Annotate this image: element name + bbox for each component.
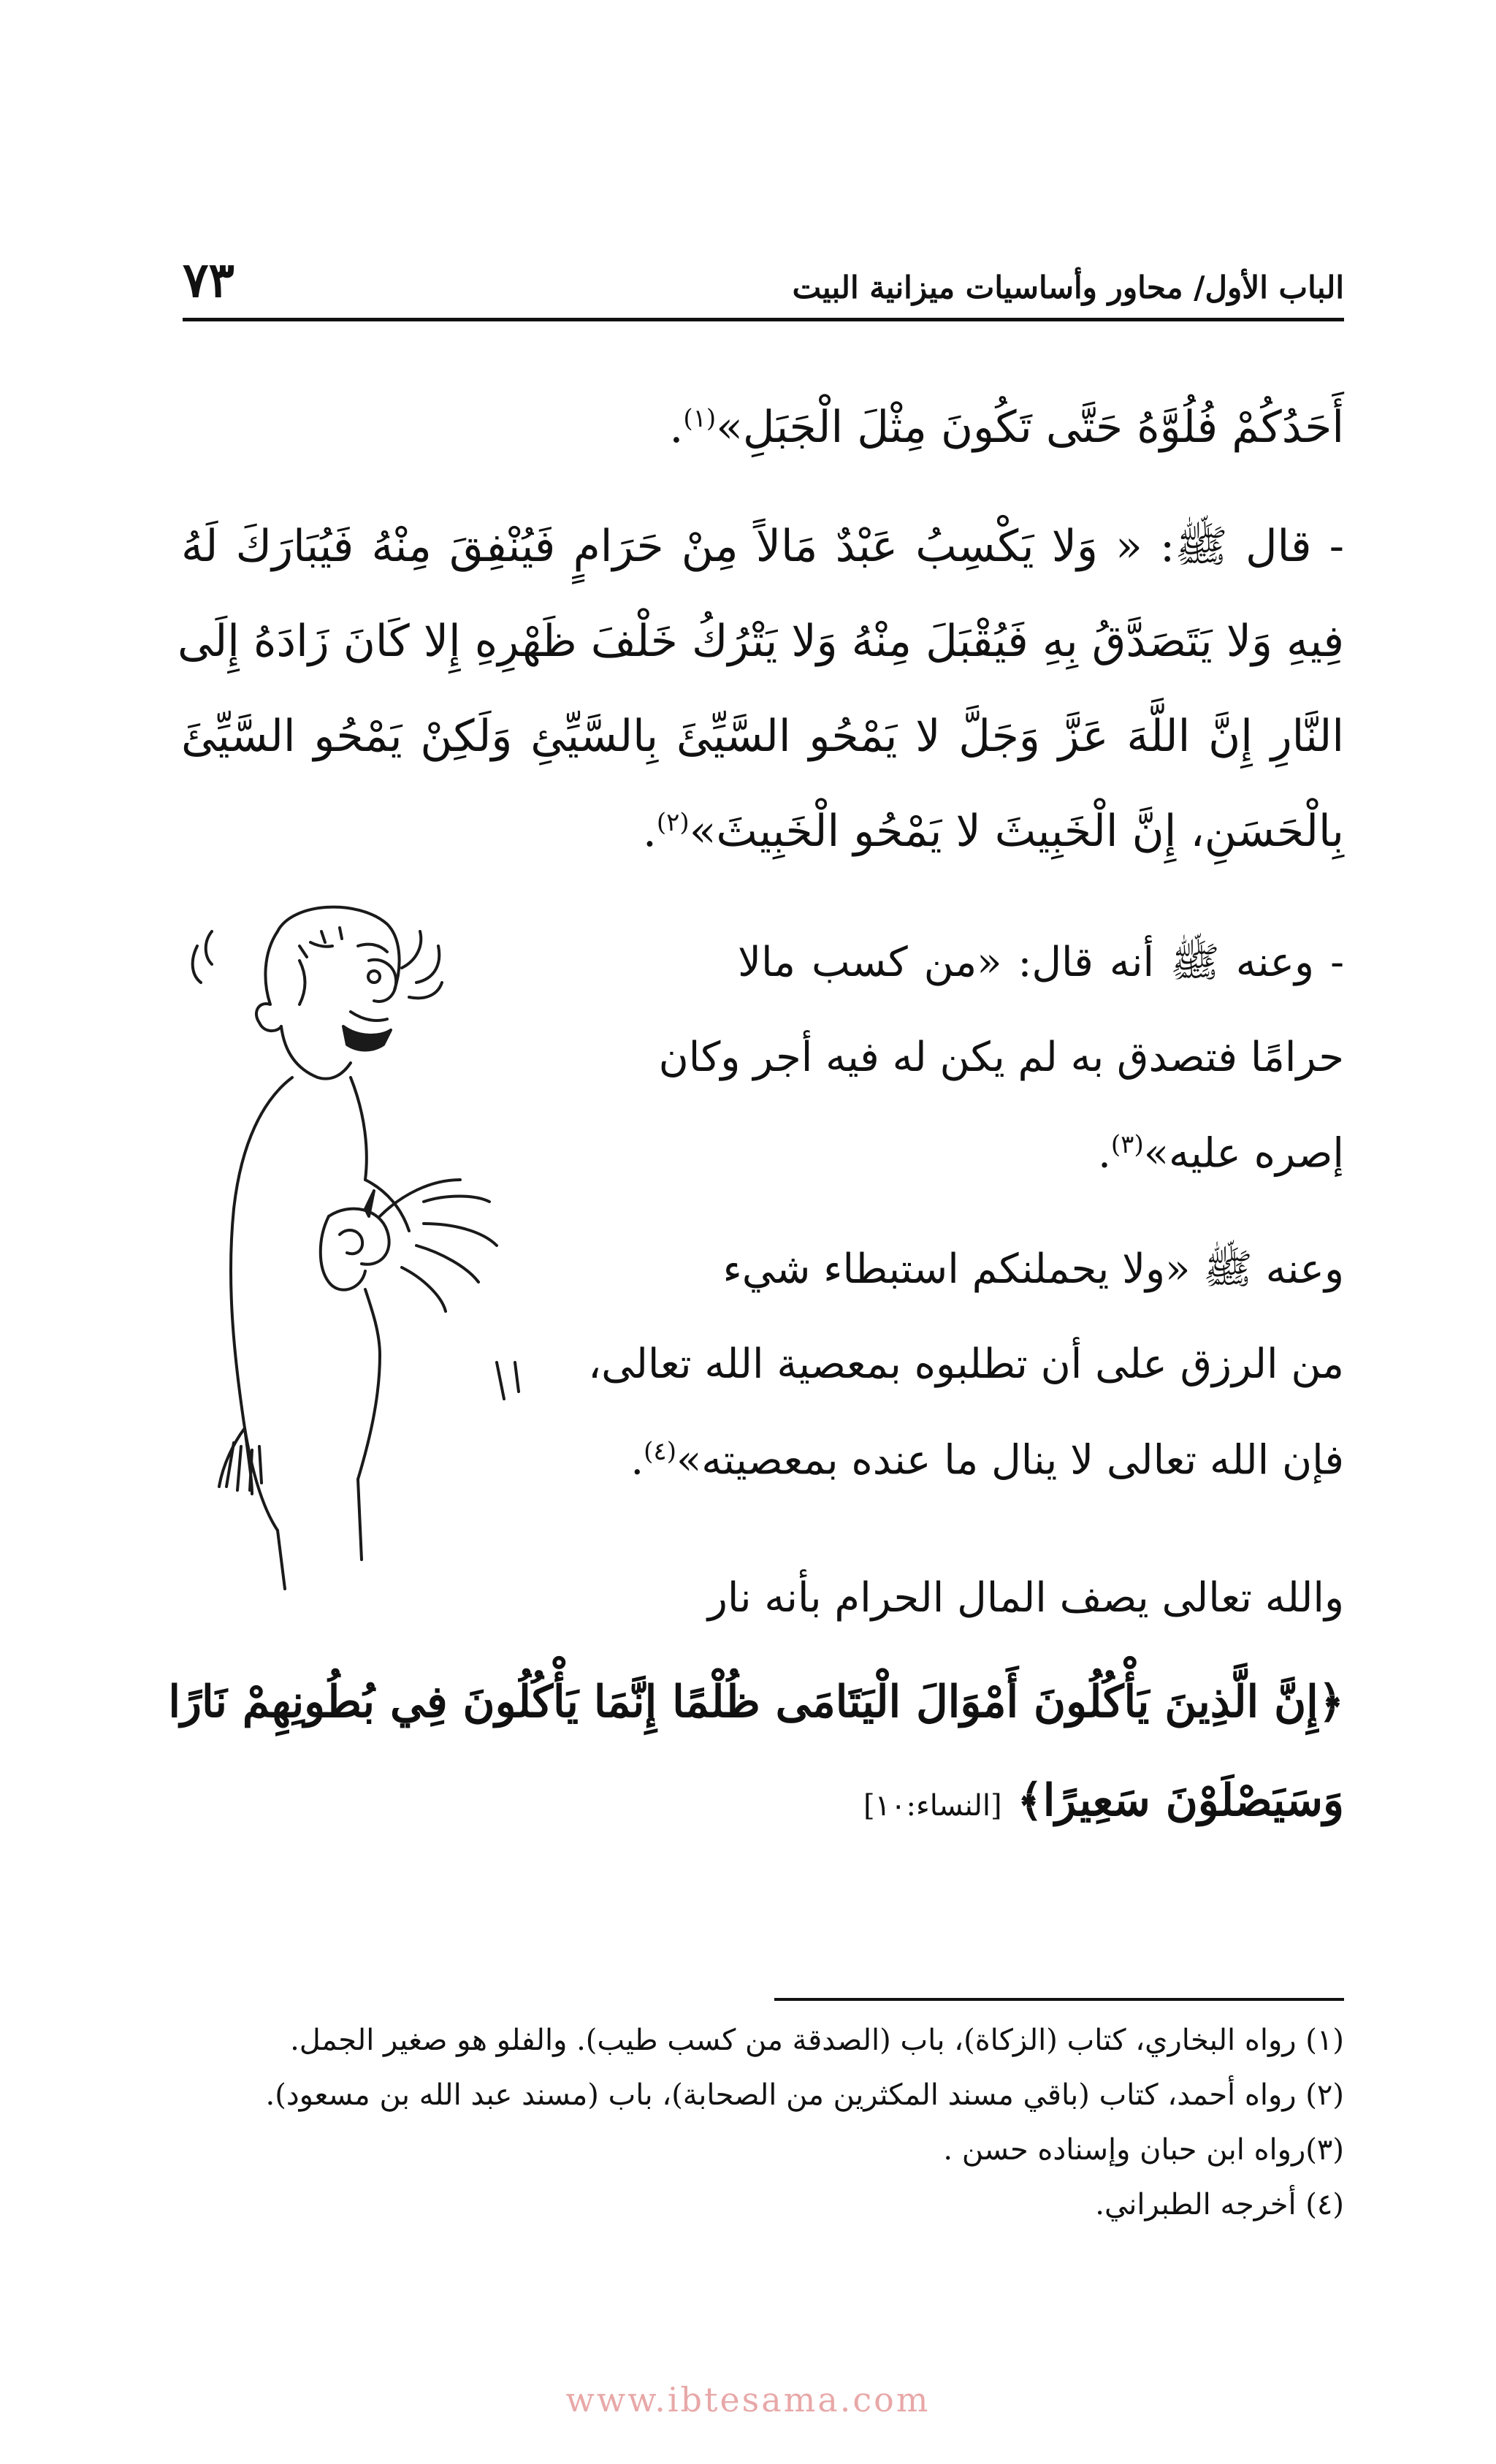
footnote-ref: (١) (683, 404, 717, 433)
body-line-9: وعنه ﷺ «ولا يحملنكم استبطاء شيء (722, 1246, 1344, 1293)
body-line-12: والله تعالى يصف المال الحرام بأنه نار (707, 1574, 1344, 1622)
footnote-rule (774, 1998, 1344, 2001)
header-rule (183, 318, 1344, 321)
footnote-1: (١) رواه البخاري، كتاب (الزكاة)، باب (الصدقة من كسب طيب). والفلو هو صغير الجمل. (290, 2024, 1344, 2057)
footnote-2: (٢) رواه أحمد، كتاب (باقي مسند المكثرين من الصحابة)، باب (مسند عبد الله بن مسعود). (265, 2078, 1344, 2112)
body-line-7: حرامًا فتصدق به لم يكن له فيه أجر وكان (658, 1034, 1344, 1081)
footnote-ref: (٢) (656, 808, 690, 837)
body-line-10: من الرزق على أن تطلبوه بمعصية الله تعالى، (588, 1340, 1344, 1388)
man-sick-illustration (183, 902, 562, 1603)
body-line-3: فِيهِ وَلا يَتَصَدَّقُ بِهِ فَيُقْبَلَ مِنْهُ وَلا يَتْرُكُ خَلْفَ ظَهْرِهِ إِلا كَانَ زَادَهُ إِلَى (177, 616, 1344, 667)
footnote-3: (٣)رواه ابن حبان وإسناده حسن . (943, 2133, 1344, 2167)
verse-reference: [النساء:١٠] (863, 1789, 1002, 1823)
body-line-1: أَحَدُكُمْ فُلُوَّهُ حَتَّى تَكُونَ مِثْلَ الْجَبَلِ»$^{(١)}$. (669, 402, 1344, 453)
body-line-4: النَّارِ إِنَّ اللَّهَ عَزَّ وَجَلَّ لا يَمْحُو السَّيِّئَ بِالسَّيِّئِ وَلَكِنْ يَمْحُو السَّيِّئَ (181, 711, 1345, 762)
quran-verse-line-1: ﴿إِنَّ الَّذِينَ يَأْكُلُونَ أَمْوَالَ الْيَتَامَى ظُلْمًا إِنَّمَا يَأْكُلُونَ فِي بُطُونِهِمْ نَارًا (168, 1677, 1344, 1728)
body-line-8: إصره عليه»$^{(٣)}$. (1098, 1129, 1344, 1178)
footnote-4: (٤) أخرجه الطبراني. (1095, 2188, 1344, 2221)
line-text: فإن الله تعالى لا ينال ما عنده بمعصيته» (676, 1436, 1344, 1484)
body-line-5: بِالْحَسَنِ، إِنَّ الْخَبِيثَ لا يَمْحُو الْخَبِيثَ»$^{(٢)}$. (642, 806, 1344, 857)
footnote-ref: (٤) (644, 1437, 676, 1466)
line-text: وَسَيَصْلَوْنَ سَعِيرًا﴾ (1017, 1775, 1344, 1826)
body-line-6: - وعنه ﷺ أنه قال: «من كسب مالا (738, 939, 1344, 986)
watermark: www.ibtesama.com (565, 2380, 931, 2419)
page-number: ٧٣ (183, 251, 234, 308)
body-line-2: - قال ﷺ: « وَلا يَكْسِبُ عَبْدٌ مَالاً مِنْ حَرَامٍ فَيُنْفِقَ مِنْهُ فَيُبَارَكَ لَهُ (181, 521, 1344, 572)
line-text: إصره عليه» (1143, 1129, 1344, 1178)
quran-verse-line-2 (863, 1775, 1344, 1826)
body-line-11: فإن الله تعالى لا ينال ما عنده بمعصيته»$^{(٤)}$. (630, 1436, 1344, 1484)
line-text: أَحَدُكُمْ فُلُوَّهُ حَتَّى تَكُونَ مِثْلَ الْجَبَلِ» (716, 402, 1344, 453)
line-text: بِالْحَسَنِ، إِنَّ الْخَبِيثَ لا يَمْحُو الْخَبِيثَ» (689, 806, 1344, 857)
chapter-title: الباب الأول/ محاور وأساسيات ميزانية البيت (792, 270, 1344, 305)
footnote-ref: (٣) (1110, 1130, 1144, 1159)
page-header (183, 241, 1344, 321)
